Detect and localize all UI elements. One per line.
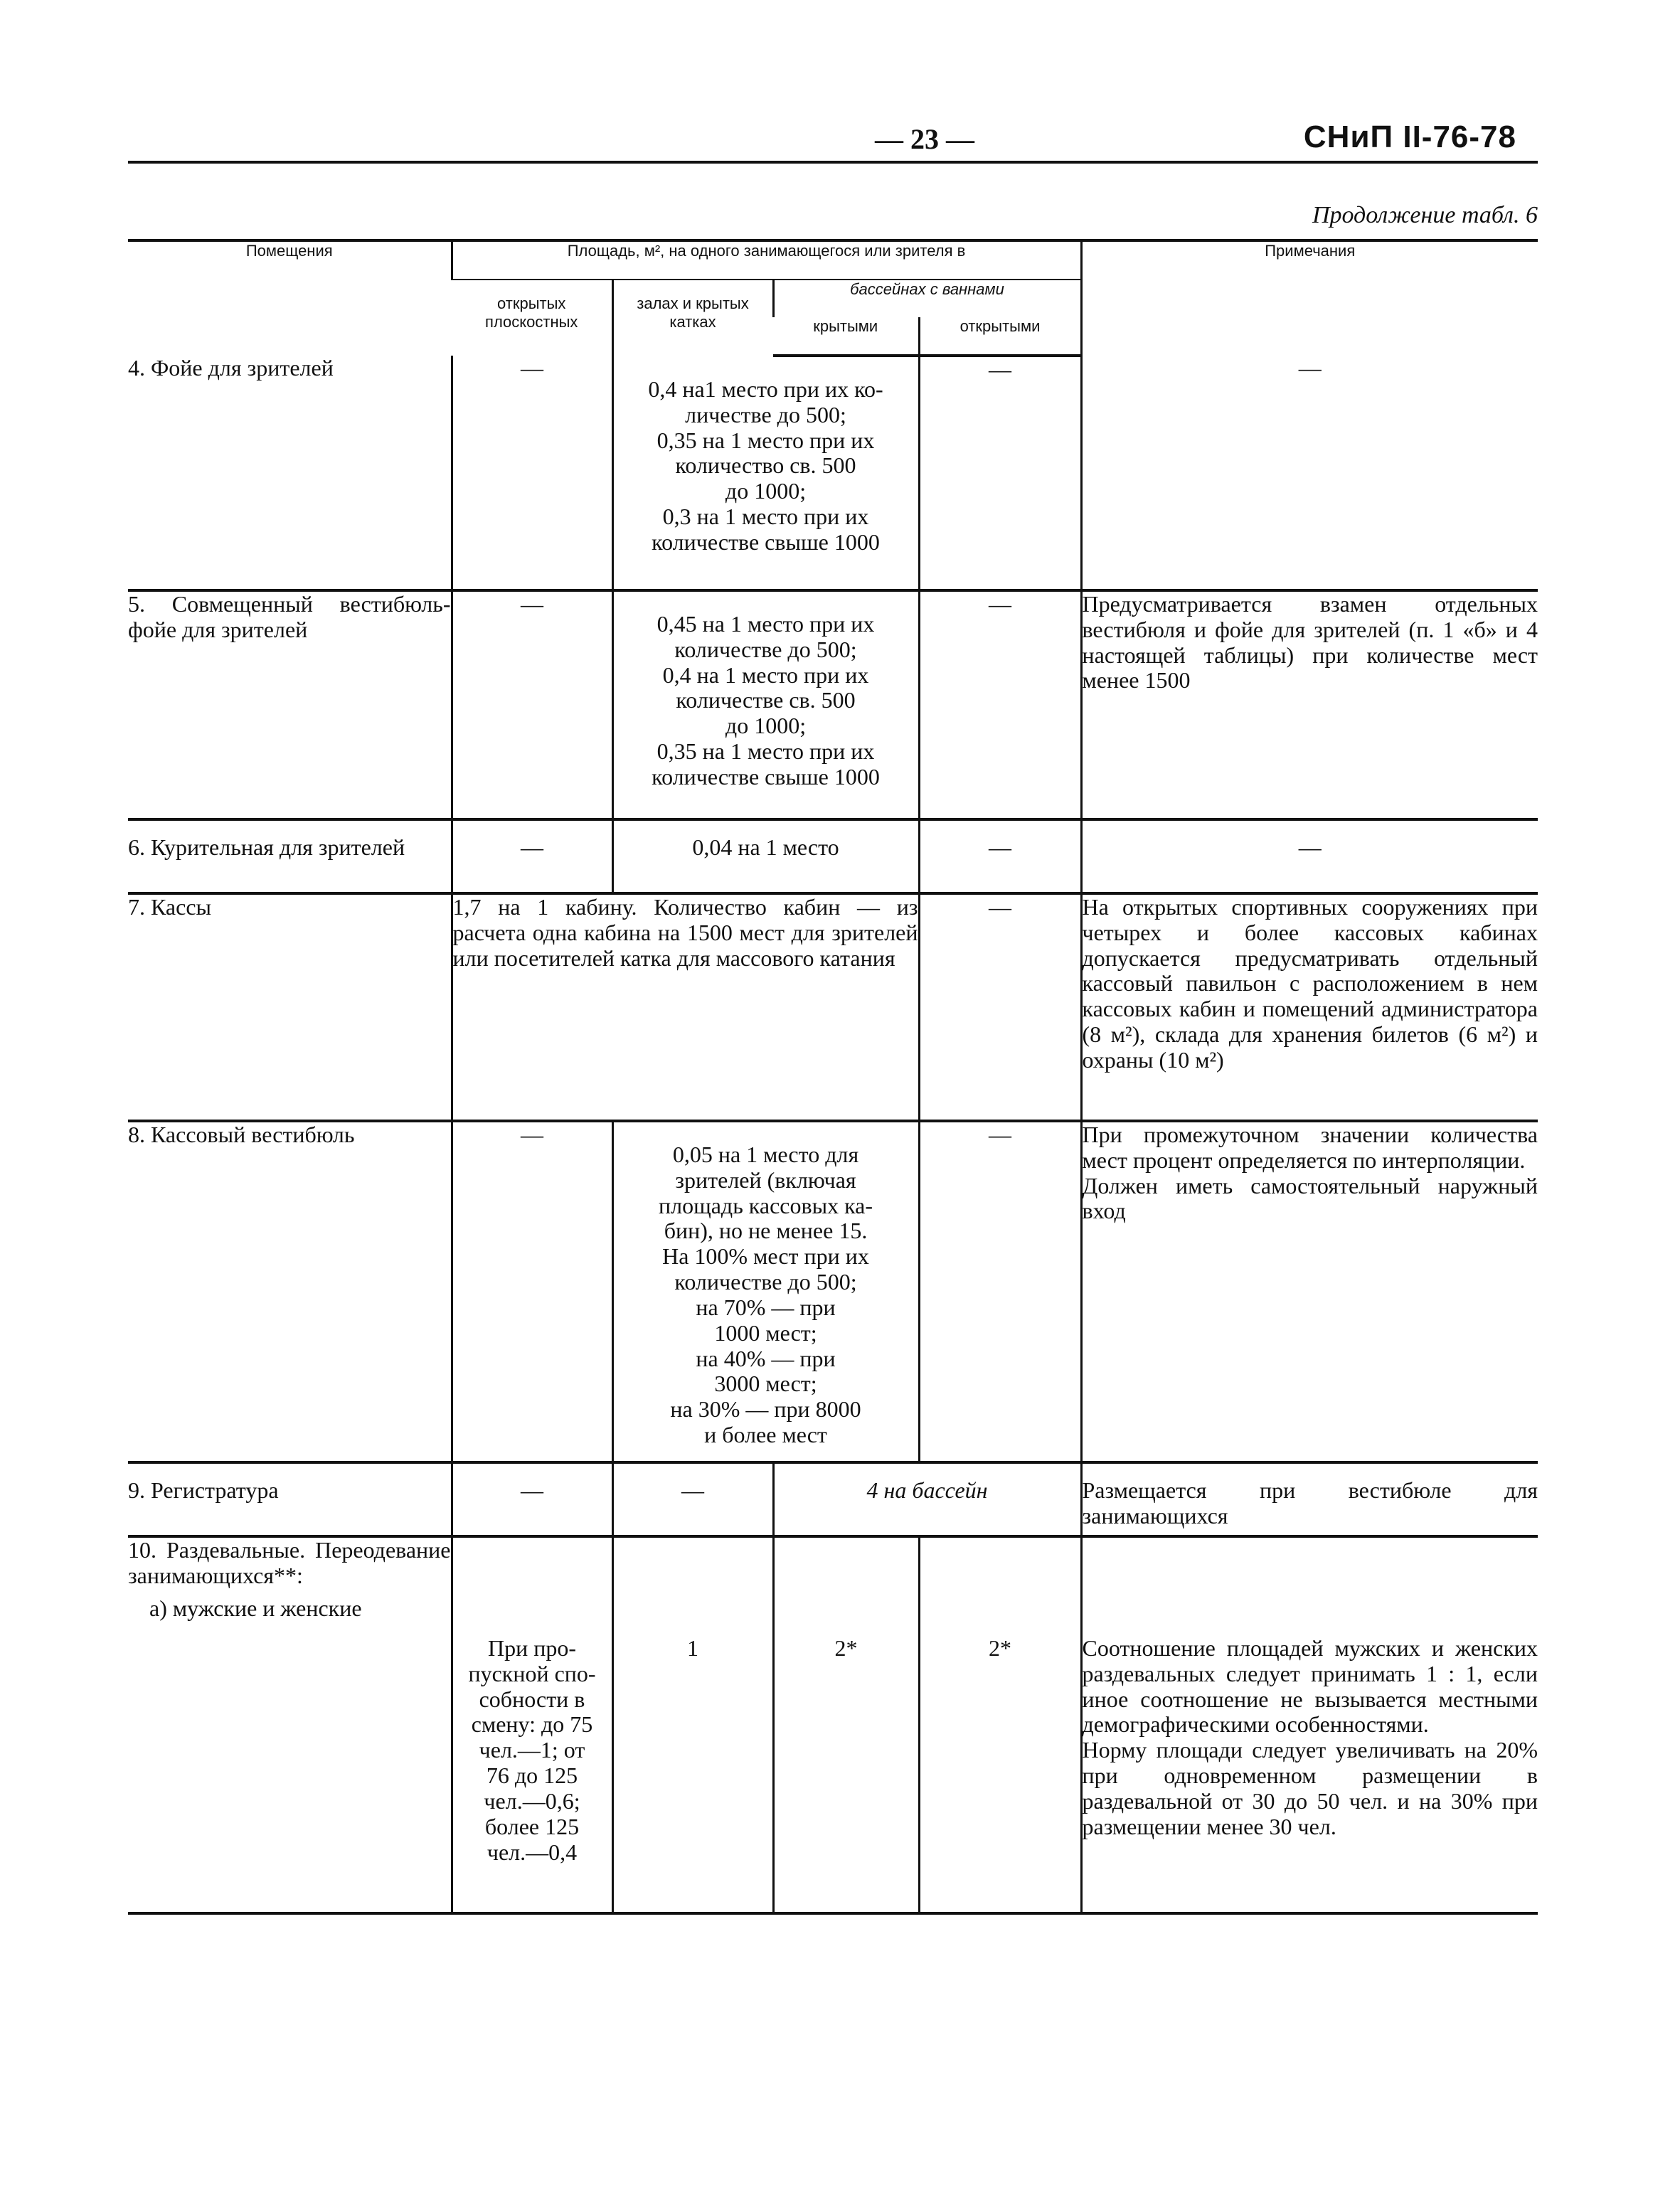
halls-cell: 0,05 на 1 место для зрителей (включая площадь кассовых ка- бин), но не менее 15. На 100% мест при их количестве до 500; на 70% — при 1000 мест; на 40% — при 3000 мест; на 30% — при 8000 и более мест [612,1121,919,1462]
page-number: — 23 — [875,123,974,155]
note-cell: — [1081,819,1538,893]
note-cell: Размещается при вестибюле для занимающихся [1081,1462,1538,1536]
room-cell: 6. Курительная для зрителей [128,819,452,893]
pools-cell: — [919,893,1081,1121]
open-flat-cell: — [452,1121,612,1462]
open-flat-cell: — [452,1462,612,1536]
halls-cell: — [612,1462,773,1536]
open-flat-cell: — [452,356,612,590]
table-row [128,590,1538,819]
halls-cell: 0,04 на 1 место [612,819,919,893]
note-cell: — [1081,356,1538,590]
note-cell: Соотношение площадей мужских и женских раздевальных следует принимать 1 : 1, если иное соотношение не вызывается местными демографическими особенностями. Норму площади следует увеличивать на 20% при одновременном размещении в раздевальной от 30 до 50 чел. и на 30% при размещении менее 30 чел. [1081,1536,1538,1913]
open-flat-cell: — [452,590,612,819]
pools-cell: — [919,590,1081,819]
covered-cell: 2* [773,1536,919,1913]
col-header-open-flat: открытых плоскостных [485,294,578,331]
col-header-pools-group: бассейнах с ваннами [773,280,1081,317]
note-cell: Предусматривается взамен отдельных вестибюля и фойе для зрителей (п. 1 «б» и 4 настоящей таблицы) при количестве мест менее 1500 [1081,590,1538,819]
open-flat-cell: — [452,819,612,893]
note-cell: На открытых спортивных сооружениях при четырех и более кассовых кабинах допускается предусматривать отдельный кассовый павильон с расположением в нем кассовых кабин и помещений администратора (8 м²), склада для хранения билетов (6 м²) и охраны (10 м²) [1081,893,1538,1121]
table-row [128,1121,1538,1462]
halls-cell: 0,4 на1 место при их ко- личестве до 500; 0,35 на 1 место при их количество св. 500 до 1000; 0,3 на 1 место при их количестве свыше 1000 [612,356,919,590]
pools-cell: — [919,1121,1081,1462]
room-cell: 10. Раздевальные. Переодевание занимающихся**: а) мужские и женские [128,1536,452,1913]
table-row [128,356,1538,590]
pools-cell: — [919,819,1081,893]
open-cell: 2* [919,1536,1081,1913]
note-cell: При промежуточном значении количества мест процент определяется по интерполяции. Должен иметь самостоятельный наружный вход [1081,1121,1538,1462]
norms-table [128,239,1538,1915]
room-cell: 7. Кассы [128,893,452,1121]
table-row [128,1462,1538,1536]
col-header-area-group: Площадь, м², на одного занимающегося или зрителя в [452,240,1081,280]
open-flat-cell: При про- пускной спо- собности в смену: до 75 чел.—1; от 76 до 125 чел.—0,6; более 125 чел.—0,4 [452,1536,612,1913]
room-cell: 9. Регистратура [128,1462,452,1536]
table-row [128,1536,1538,1913]
halls-cell: 1 [612,1536,773,1913]
col-header-notes: Примечания [1081,240,1538,356]
page-header [128,118,1538,161]
table-continuation-label: Продолжение табл. 6 [1312,202,1538,228]
room-cell: 4. Фойе для зрителей [128,356,452,590]
pools-merged-cell: 4 на бассейн [773,1462,1081,1536]
document-code: СНиП II-76-78 [1303,119,1516,154]
room-cell: 8. Кассовый вестибюль [128,1121,452,1462]
col-header-rooms: Помещения [128,240,452,356]
room-cell: 5. Совмещенный вестибюль-фойе для зрителей [128,590,452,819]
halls-cell: 0,45 на 1 место при их количестве до 500; 0,4 на 1 место при их количестве св. 500 до 1000; 0,35 на 1 место при их количестве свыше 1000 [612,590,919,819]
col-header-halls: залах и крытых катках [612,280,773,356]
table-row [128,893,1538,1121]
header-rule [128,161,1538,164]
pools-cell: — [919,356,1081,590]
room-subitem: а) мужские и женские [149,1595,362,1621]
col-header-covered: крытыми [773,317,919,356]
merged-area-cell: 1,7 на 1 кабину. Количество кабин — из расчета одна кабина на 1500 мест для зрителей или посетителей катка для массового катания [452,893,919,1121]
col-header-open: открытыми [919,317,1081,356]
table-row [128,819,1538,893]
